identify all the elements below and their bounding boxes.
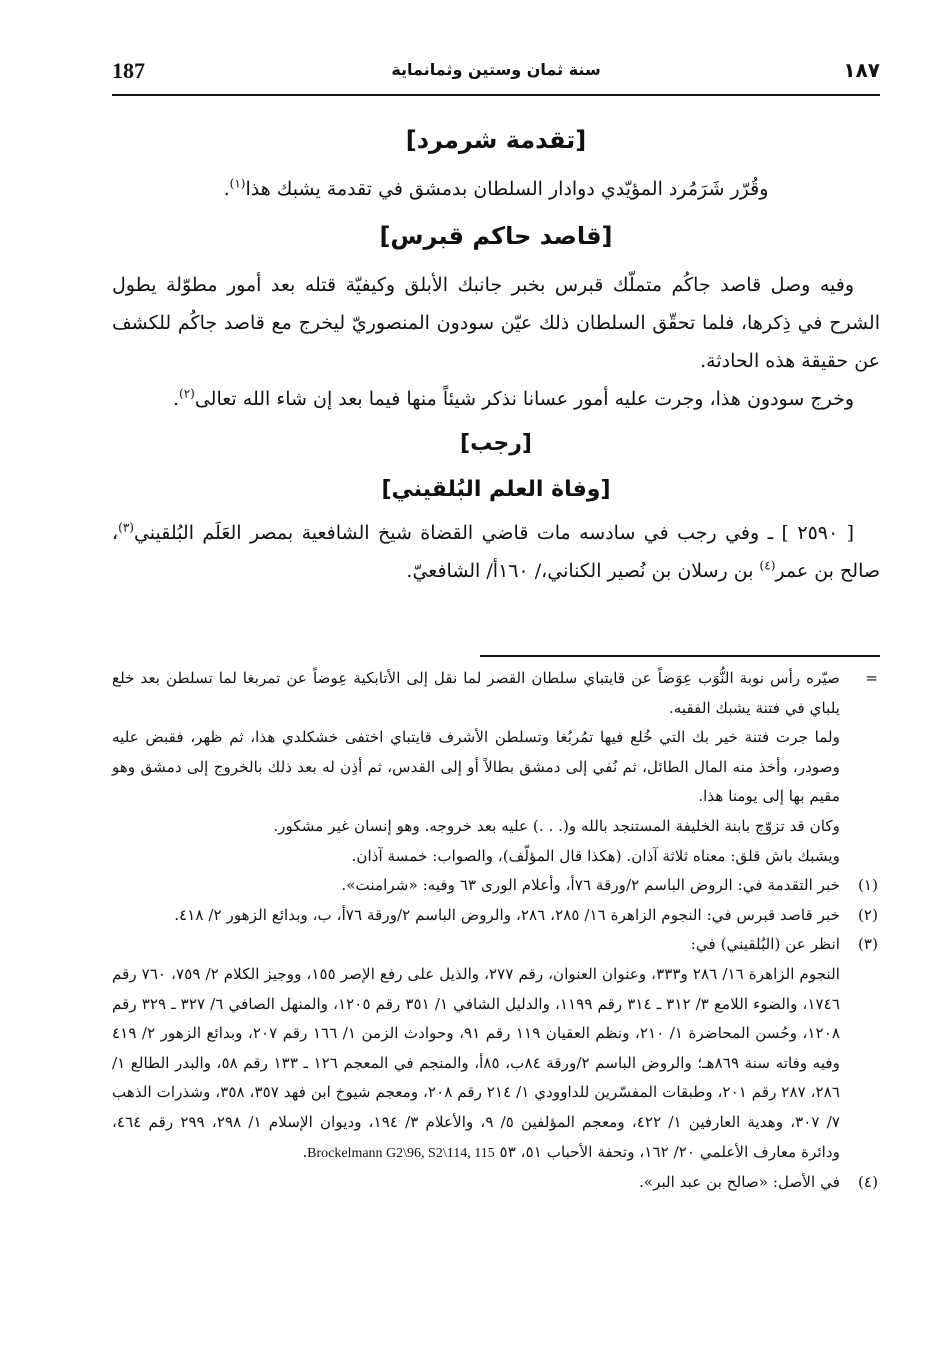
- running-title: سنة ثمان وستين وثمانماية: [391, 60, 601, 79]
- footnote-3-body: النجوم الزاهرة ١٦/ ٢٨٦ و٣٣٣، وعنوان العنوان، رقم ٢٧٧، والذيل على رفع الإصر ١٥٥، ووجيز الكلام ٢/ ٧٥٩، ٧٦٠ رقم ١٧٤٦، والضوء اللامع ٣/ ٣١٢ ـ ٣١٤ رقم ١١٩٩، والدليل الشافي ١/ ٣٥١ رقم ١٢٠٥، والمنهل الصافي ٦/ ٣٢٧ ـ ٣٢٩ رقم ١٢٠٨، وحُسن المحاضرة ١/ ٢١٠، ونظم العقيان ١١٩ رقم ٩١، وحوادث الزمن ١/ ١٦٦ رقم ٢٠٧، وبدائع الزهور ٢/ ٤١٩ وفيه وفاته سنة ٨٦٩هـ؛ والروض الباسم ٢/ورقة ٨٤ب، ٨٥أ، والمنجم في المعجم ١٢٦ ـ ١٣٣ رقم ٥٨، والبدر الطالع ١/ ٢٨٦، ٢٨٧ رقم ٢٠١، وطبقات المفسّرين للداوودي ١/ ٢١٤ رقم ٢٠٨، ومعجم شيوخ ابن فهد ٣٥٧، ٣٥٨، وشذرات الذهب ٧/ ٣٠٧، وهدية العارفين ١/ ٤٢٢، ومعجم المؤلفين ٥/ ٩، والأعلام ٣/ ١٩٤، وديوان الإسلام ١/ ٢٩٨، ٢٩٩ رقم ٤٦٤، ودائرة معارف الأعلمي ٢٠/ ١٦٢، وتحفة الأحباب ٥١، ٥٣ Brockelmann G2\96, S2\114, 115.: [112, 964, 841, 1161]
- footnote-mark: (٣): [857, 935, 878, 954]
- entry-paragraph: [ ٢٥٩٠ ] ـ وفي رجب في سادسه مات قاضي القضاة شيخ الشافعية بمصر العَلَم البُلقيني$^{(٣)}$، صالح بن عمر$^{(٤)}$ بن رسلان بن نُصير الكناني،/ ١٦٠أ/ الشافعيّ.: [112, 520, 880, 582]
- page-number-latin: 187: [112, 58, 145, 83]
- month-heading: [رجب]: [460, 431, 532, 456]
- page-number-arabic: ١٨٧: [843, 58, 880, 82]
- footnote-4: (٤) في الأصل: «صالح بن عبد البر».: [112, 1168, 880, 1198]
- paragraph: وقُرّر شَرَمُرد المؤيّدي دوادار السلطان بدمشق في تقدمة يشبك هذا$^{(١)}$.: [223, 176, 769, 200]
- footnote-ref[interactable]: (١): [229, 176, 246, 191]
- header-divider: [112, 94, 880, 96]
- footnote-divider: [480, 655, 880, 657]
- page-header: [112, 58, 880, 92]
- footnote-3: (٣) انظر عن (البُلقيني) في:: [112, 930, 880, 960]
- footnote-2: (٢) خبر قاصد قبرس في: النجوم الزاهرة ١٦/ ٢٨٥، ٢٨٦، والروض الباسم ٢/ورقة ٧٦أ، ب، وبدائع الزهور ٢/ ٤١٨.: [112, 901, 880, 931]
- footnote-continuation: ويشبك باش قلق: معناه ثلاثة آذان. (هكذا قال المؤلّف)، والصواب: خمسة آذان.: [351, 846, 840, 865]
- paragraph: وخرج سودون هذا، وجرت عليه أمور عسانا نذكر شيئاً منها فيما بعد إن شاء الله تعالى$^{(٢)}$.: [172, 386, 854, 410]
- paragraph: وفيه وصل قاصد جاكُم متملّك قبرس بخبر جانبك الأبلق وكيفيّة قتله بعد أمور مطوّلة يطول الشرح في ذِكرها، فلما تحقّق السلطان ذلك عيّن سودون المنصوريّ ليخرج مع قاصد جاكُم للكشف عن حقيقة هذه الحادثة.: [112, 274, 880, 372]
- main-text: [112, 112, 880, 590]
- footnote-mark: (٢): [857, 905, 878, 924]
- footnote-1: (١) خبر التقدمة في: الروض الباسم ٢/ورقة ٧٦أ، وأعلام الورى ٦٣ وفيه: «شرامنت».: [112, 871, 880, 901]
- footnote-ref[interactable]: (٤): [759, 558, 776, 573]
- footnote-ref[interactable]: (٣): [118, 520, 134, 535]
- footnote-continuation: = صيّره رأس نوبة النُّوَب عِوَضاً عن قايتباي سلطان القصر لما نقل إلى الأتابكية عِوضاً عن تمربغا لما تسلطن بعد خلع يلباي في فتنة يشبك الفقيه.: [112, 664, 880, 723]
- footnote-mark: (١): [857, 876, 878, 895]
- continuation-mark: =: [865, 669, 878, 687]
- section-heading: [وفاة العلم البُلقيني]: [381, 477, 611, 502]
- section-heading: [قاصد حاكم قبرس]: [379, 222, 613, 250]
- footnote-ref[interactable]: (٢): [179, 386, 195, 401]
- footnote-continuation: وكان قد تزوّج بابنة الخليفة المستنجد بالله و(. . .) عليه بعد خروجه. وهو إنسان غير مشكور.: [273, 816, 840, 835]
- footnote-continuation: ولما جرت فتنة خير بك التي خُلع فيها تمُربُغا وتسلطن الأشرف قايتباي اختفى خشكلدي هذا، ثم ظهر، فقبض عليه وصودر، وأخذ منه المال الطائل، ثم نُفي إلى دمشق بطالاً أو إلى القدس، ثم أذِن له بعد ذلك بالخروج إلى دمشق وهو مقيم بها إلى يومنا هذا.: [112, 728, 840, 806]
- latin-reference: Brockelmann G2\96, S2\114, 115: [307, 1145, 495, 1161]
- footnote-mark: (٤): [857, 1173, 878, 1192]
- section-heading: [تقدمة شرمرد]: [405, 126, 587, 154]
- footnotes: [112, 664, 880, 1198]
